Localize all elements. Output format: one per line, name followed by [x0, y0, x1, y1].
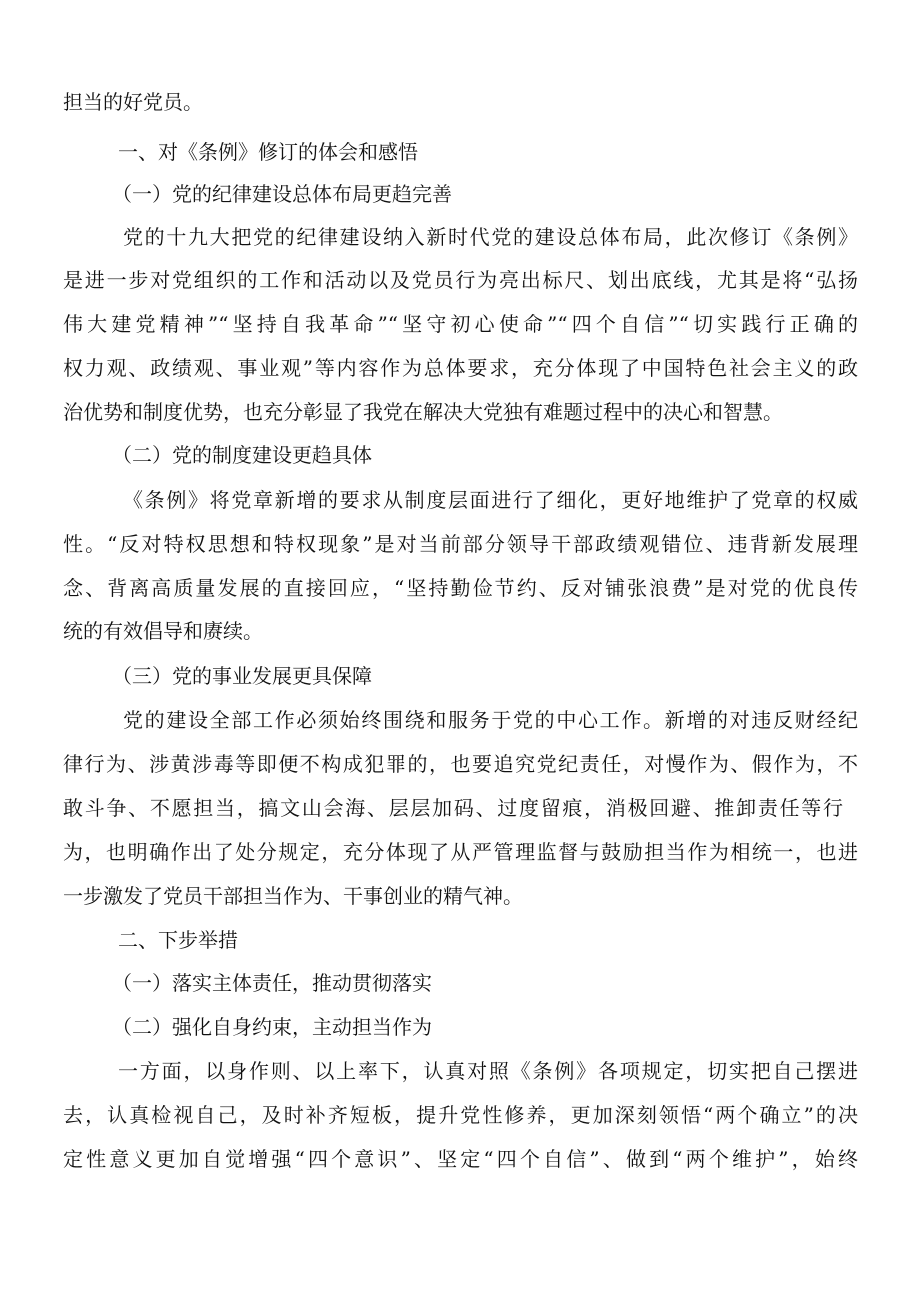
paragraph-line: 权力观、政绩观、事业观”等内容作为总体要求，充分体现了中国特色社会主义的政: [63, 356, 858, 380]
paragraph-line: 《条例》将党章新增的要求从制度层面进行了细化，更好地维护了党章的权威: [123, 488, 858, 512]
paragraph-line: 律行为、涉黄涉毒等即便不构成犯罪的，也要追究党纪责任，对慢作为、假作为，不: [63, 752, 858, 776]
subsection-heading: （一）党的纪律建设总体布局更趋完善: [112, 182, 452, 206]
paragraph-line: 党的十九大把党的纪律建设纳入新时代党的建设总体布局，此次修订《条例》: [123, 225, 858, 249]
subsection-heading: （三）党的事业发展更具保障: [112, 664, 372, 688]
paragraph-line: 性。“反对特权思想和特权现象”是对当前部分领导干部政绩观错位、违背新发展理: [63, 532, 858, 556]
paragraph-line: 一方面，以身作则、以上率下，认真对照《条例》各项规定，切实把自己摆进: [118, 1059, 858, 1083]
section-heading: 一、对《条例》修订的体会和感悟: [118, 140, 418, 164]
paragraph-line: 统的有效倡导和赓续。: [63, 619, 263, 643]
paragraph-line: 一步激发了党员干部担当作为、干事创业的精气神。: [63, 884, 523, 908]
paragraph-line: 担当的好党员。: [63, 90, 203, 114]
paragraph-line: 伟大建党精神”“坚持自我革命”“坚守初心使命”“四个自信”“切实践行正确的: [63, 312, 858, 336]
paragraph-line: 党的建设全部工作必须始终围绕和服务于党的中心工作。新增的对违反财经纪: [123, 708, 858, 732]
subsection-heading: （二）党的制度建设更趋具体: [112, 443, 372, 467]
paragraph-line: 敢斗争、不愿担当，搞文山会海、层层加码、过度留痕，消极回避、推卸责任等行: [63, 796, 843, 820]
paragraph-line: 是进一步对党组织的工作和活动以及党员行为亮出标尺、划出底线，尤其是将“弘扬: [63, 268, 858, 292]
subsection-heading: （二）强化自身约束，主动担当作为: [112, 1015, 432, 1039]
paragraph-line: 治优势和制度优势，也充分彰显了我党在解决大党独有难题过程中的决心和智慧。: [63, 400, 783, 424]
paragraph-line: 念、背离高质量发展的直接回应，“坚持勤俭节约、反对铺张浪费”是对党的优良传: [63, 576, 858, 600]
paragraph-line: 去，认真检视自己，及时补齐短板，提升党性修养，更加深刻领悟“两个确立”的决: [63, 1103, 858, 1127]
section-heading: 二、下步举措: [118, 928, 238, 952]
subsection-heading: （一）落实主体责任，推动贯彻落实: [112, 971, 432, 995]
paragraph-line: 为，也明确作出了处分规定，充分体现了从严管理监督与鼓励担当作为相统一，也进: [63, 840, 858, 864]
paragraph-line: 定性意义更加自觉增强“四个意识”、坚定“四个自信”、做到“两个维护”，始终: [63, 1147, 858, 1171]
